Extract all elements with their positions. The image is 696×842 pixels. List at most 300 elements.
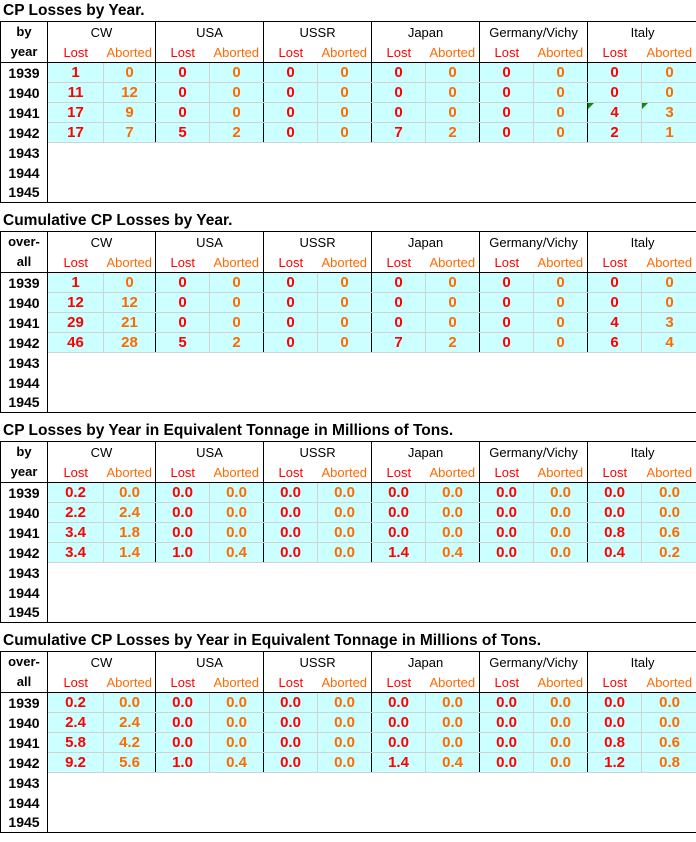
lost-value-cell[interactable]: 0 xyxy=(372,313,426,333)
aborted-value-cell[interactable]: 0 xyxy=(318,123,372,143)
lost-value-cell[interactable]: 0 xyxy=(264,103,318,123)
lost-value-cell[interactable]: 0.0 xyxy=(264,713,318,733)
year-cell[interactable]: 1939 xyxy=(1,483,48,503)
aborted-value-cell[interactable]: 0 xyxy=(318,273,372,293)
aborted-value-cell[interactable]: 0.0 xyxy=(534,523,588,543)
lost-value-cell[interactable]: 0.0 xyxy=(588,483,642,503)
country-header[interactable]: Germany/Vichy xyxy=(480,652,588,673)
aborted-column-header[interactable]: Aborted xyxy=(426,252,480,273)
lost-value-cell[interactable]: 0 xyxy=(156,63,210,83)
aborted-value-cell[interactable]: 21 xyxy=(104,313,156,333)
lost-value-cell[interactable]: 0 xyxy=(480,83,534,103)
lost-value-cell[interactable]: 0 xyxy=(372,103,426,123)
year-cell[interactable]: 1943 xyxy=(1,773,48,793)
aborted-value-cell[interactable]: 0.4 xyxy=(426,753,480,773)
year-cell[interactable]: 1945 xyxy=(1,603,48,623)
aborted-column-header[interactable]: Aborted xyxy=(104,462,156,483)
lost-column-header[interactable]: Lost xyxy=(372,462,426,483)
empty-row-cells[interactable] xyxy=(48,563,696,583)
lost-column-header[interactable]: Lost xyxy=(48,42,104,63)
aborted-value-cell[interactable]: 0 xyxy=(534,333,588,353)
aborted-value-cell[interactable]: 0 xyxy=(104,273,156,293)
aborted-value-cell[interactable]: 0.0 xyxy=(318,713,372,733)
aborted-value-cell[interactable]: 0 xyxy=(642,273,696,293)
lost-value-cell[interactable]: 0 xyxy=(372,63,426,83)
lost-value-cell[interactable]: 0 xyxy=(372,293,426,313)
aborted-value-cell[interactable]: 2 xyxy=(210,333,264,353)
aborted-value-cell[interactable]: 0 xyxy=(210,83,264,103)
year-cell[interactable]: 1945 xyxy=(1,183,48,203)
country-header[interactable]: Italy xyxy=(588,652,696,673)
year-cell[interactable]: 1941 xyxy=(1,103,48,123)
lost-value-cell[interactable]: 46 xyxy=(48,333,104,353)
aborted-column-header[interactable]: Aborted xyxy=(104,252,156,273)
aborted-column-header[interactable]: Aborted xyxy=(642,42,696,63)
aborted-value-cell[interactable]: 4 xyxy=(642,333,696,353)
country-header[interactable]: USA xyxy=(156,442,264,463)
lost-value-cell[interactable]: 3.4 xyxy=(48,523,104,543)
lost-value-cell[interactable]: 0.0 xyxy=(264,483,318,503)
aborted-value-cell[interactable]: 0 xyxy=(210,313,264,333)
aborted-value-cell[interactable]: 0 xyxy=(210,293,264,313)
lost-value-cell[interactable]: 1.2 xyxy=(588,753,642,773)
lost-column-header[interactable]: Lost xyxy=(156,672,210,693)
aborted-value-cell[interactable]: 0.0 xyxy=(318,483,372,503)
empty-row-cells[interactable] xyxy=(48,353,696,373)
year-cell[interactable]: 1939 xyxy=(1,273,48,293)
country-header[interactable]: CW xyxy=(48,232,156,253)
lost-column-header[interactable]: Lost xyxy=(588,672,642,693)
aborted-value-cell[interactable]: 0.0 xyxy=(318,753,372,773)
lost-value-cell[interactable]: 0.0 xyxy=(156,733,210,753)
lost-value-cell[interactable]: 0.0 xyxy=(480,713,534,733)
lost-value-cell[interactable]: 0.0 xyxy=(480,733,534,753)
lost-column-header[interactable]: Lost xyxy=(264,462,318,483)
empty-row-cells[interactable] xyxy=(48,603,696,623)
year-cell[interactable]: 1940 xyxy=(1,503,48,523)
country-header[interactable]: Germany/Vichy xyxy=(480,22,588,43)
aborted-value-cell[interactable]: 0 xyxy=(210,273,264,293)
lost-value-cell[interactable]: 0.8 xyxy=(588,523,642,543)
year-cell[interactable]: 1945 xyxy=(1,813,48,833)
lost-value-cell[interactable]: 0 xyxy=(588,83,642,103)
aborted-value-cell[interactable]: 0.0 xyxy=(426,693,480,713)
lost-value-cell[interactable]: 4 xyxy=(588,313,642,333)
lost-value-cell[interactable]: 17 xyxy=(48,123,104,143)
year-cell[interactable]: 1944 xyxy=(1,793,48,813)
year-cell[interactable]: 1940 xyxy=(1,293,48,313)
lost-value-cell[interactable]: 0 xyxy=(480,123,534,143)
lost-value-cell[interactable]: 1 xyxy=(48,273,104,293)
year-cell[interactable]: 1942 xyxy=(1,333,48,353)
country-header[interactable]: USSR xyxy=(264,232,372,253)
aborted-value-cell[interactable]: 28 xyxy=(104,333,156,353)
lost-value-cell[interactable]: 0 xyxy=(588,293,642,313)
aborted-value-cell[interactable]: 0 xyxy=(426,293,480,313)
aborted-value-cell[interactable]: 0.0 xyxy=(426,483,480,503)
lost-value-cell[interactable]: 0.0 xyxy=(156,503,210,523)
lost-value-cell[interactable]: 0.2 xyxy=(48,693,104,713)
lost-value-cell[interactable]: 0 xyxy=(588,63,642,83)
lost-value-cell[interactable]: 0.0 xyxy=(264,693,318,713)
aborted-column-header[interactable]: Aborted xyxy=(104,672,156,693)
lost-value-cell[interactable]: 2.4 xyxy=(48,713,104,733)
lost-value-cell[interactable]: 5.8 xyxy=(48,733,104,753)
country-header[interactable]: USSR xyxy=(264,22,372,43)
aborted-value-cell[interactable]: 0 xyxy=(426,83,480,103)
aborted-value-cell[interactable]: 0 xyxy=(318,83,372,103)
lost-value-cell[interactable]: 29 xyxy=(48,313,104,333)
lost-column-header[interactable]: Lost xyxy=(48,252,104,273)
aborted-column-header[interactable]: Aborted xyxy=(318,42,372,63)
lost-value-cell[interactable]: 0.4 xyxy=(588,543,642,563)
empty-row-cells[interactable] xyxy=(48,183,696,203)
lost-value-cell[interactable]: 0.0 xyxy=(480,483,534,503)
year-cell[interactable]: 1939 xyxy=(1,63,48,83)
aborted-column-header[interactable]: Aborted xyxy=(426,462,480,483)
lost-value-cell[interactable]: 0 xyxy=(372,273,426,293)
lost-value-cell[interactable]: 5 xyxy=(156,123,210,143)
lost-value-cell[interactable]: 7 xyxy=(372,333,426,353)
lost-value-cell[interactable]: 0.0 xyxy=(264,503,318,523)
aborted-value-cell[interactable]: 0.0 xyxy=(318,523,372,543)
empty-row-cells[interactable] xyxy=(48,163,696,183)
aborted-value-cell[interactable]: 0 xyxy=(534,123,588,143)
year-cell[interactable]: 1943 xyxy=(1,353,48,373)
section-title[interactable]: CP Losses by Year in Equivalent Tonnage in Millions of Tons. xyxy=(3,422,454,439)
country-header[interactable]: CW xyxy=(48,22,156,43)
lost-value-cell[interactable]: 2 xyxy=(588,123,642,143)
year-column-header[interactable] xyxy=(1,442,48,483)
lost-value-cell[interactable]: 0.0 xyxy=(264,543,318,563)
empty-row-cells[interactable] xyxy=(48,773,696,793)
aborted-value-cell[interactable]: 0.0 xyxy=(534,503,588,523)
country-header[interactable]: Germany/Vichy xyxy=(480,442,588,463)
lost-value-cell[interactable]: 0.0 xyxy=(480,503,534,523)
aborted-value-cell[interactable]: 0.0 xyxy=(426,713,480,733)
lost-value-cell[interactable]: 0.0 xyxy=(480,543,534,563)
empty-row-cells[interactable] xyxy=(48,143,696,163)
aborted-value-cell[interactable]: 1.4 xyxy=(104,543,156,563)
aborted-value-cell[interactable]: 2.4 xyxy=(104,713,156,733)
aborted-value-cell[interactable]: 0.0 xyxy=(534,713,588,733)
country-header[interactable]: USA xyxy=(156,232,264,253)
aborted-value-cell[interactable]: 0.0 xyxy=(210,523,264,543)
aborted-value-cell[interactable]: 0 xyxy=(534,63,588,83)
aborted-value-cell[interactable]: 0 xyxy=(426,313,480,333)
year-cell[interactable]: 1940 xyxy=(1,83,48,103)
aborted-column-header[interactable]: Aborted xyxy=(210,672,264,693)
lost-value-cell[interactable]: 0 xyxy=(264,273,318,293)
aborted-column-header[interactable]: Aborted xyxy=(210,252,264,273)
lost-value-cell[interactable]: 0 xyxy=(156,293,210,313)
aborted-value-cell[interactable]: 0 xyxy=(642,83,696,103)
aborted-value-cell[interactable]: 0.0 xyxy=(642,693,696,713)
aborted-column-header[interactable]: Aborted xyxy=(642,252,696,273)
lost-column-header[interactable]: Lost xyxy=(372,42,426,63)
aborted-value-cell[interactable]: 12 xyxy=(104,293,156,313)
country-header[interactable]: Italy xyxy=(588,442,696,463)
lost-value-cell[interactable]: 0.0 xyxy=(156,713,210,733)
country-header[interactable]: Japan xyxy=(372,232,480,253)
lost-value-cell[interactable]: 0.0 xyxy=(264,523,318,543)
lost-value-cell[interactable]: 0 xyxy=(372,83,426,103)
aborted-value-cell[interactable]: 0 xyxy=(426,273,480,293)
aborted-value-cell[interactable]: 0 xyxy=(426,63,480,83)
aborted-value-cell[interactable]: 0.0 xyxy=(318,733,372,753)
lost-value-cell[interactable]: 0.0 xyxy=(264,733,318,753)
lost-column-header[interactable]: Lost xyxy=(264,42,318,63)
lost-value-cell[interactable]: 0 xyxy=(264,293,318,313)
aborted-value-cell[interactable]: 0 xyxy=(642,293,696,313)
lost-value-cell[interactable]: 0.0 xyxy=(372,503,426,523)
aborted-value-cell[interactable]: 2.4 xyxy=(104,503,156,523)
lost-value-cell[interactable]: 17 xyxy=(48,103,104,123)
lost-value-cell[interactable]: 1.4 xyxy=(372,753,426,773)
year-cell[interactable]: 1941 xyxy=(1,523,48,543)
lost-value-cell[interactable]: 0 xyxy=(264,313,318,333)
lost-column-header[interactable]: Lost xyxy=(480,462,534,483)
lost-value-cell[interactable]: 0 xyxy=(156,313,210,333)
lost-value-cell[interactable]: 3.4 xyxy=(48,543,104,563)
year-cell[interactable]: 1944 xyxy=(1,373,48,393)
aborted-value-cell[interactable]: 0.0 xyxy=(534,543,588,563)
lost-value-cell[interactable]: 0 xyxy=(156,103,210,123)
lost-value-cell[interactable]: 0.0 xyxy=(372,713,426,733)
lost-column-header[interactable]: Lost xyxy=(156,462,210,483)
lost-column-header[interactable]: Lost xyxy=(588,252,642,273)
lost-value-cell[interactable]: 0 xyxy=(264,333,318,353)
aborted-value-cell[interactable]: 4.2 xyxy=(104,733,156,753)
country-header[interactable]: Japan xyxy=(372,22,480,43)
lost-column-header[interactable]: Lost xyxy=(480,42,534,63)
year-cell[interactable]: 1945 xyxy=(1,393,48,413)
aborted-value-cell[interactable]: 0.0 xyxy=(426,523,480,543)
aborted-column-header[interactable]: Aborted xyxy=(426,42,480,63)
aborted-column-header[interactable]: Aborted xyxy=(534,462,588,483)
lost-value-cell[interactable]: 1.0 xyxy=(156,543,210,563)
section-title[interactable]: Cumulative CP Losses by Year in Equivalent Tonnage in Millions of Tons. xyxy=(3,632,542,649)
aborted-column-header[interactable]: Aborted xyxy=(534,42,588,63)
country-header[interactable]: Japan xyxy=(372,442,480,463)
aborted-value-cell[interactable]: 0.2 xyxy=(642,543,696,563)
lost-column-header[interactable]: Lost xyxy=(48,462,104,483)
lost-value-cell[interactable]: 0.0 xyxy=(264,753,318,773)
lost-value-cell[interactable]: 0.0 xyxy=(480,753,534,773)
lost-value-cell[interactable]: 0.0 xyxy=(372,693,426,713)
aborted-value-cell[interactable]: 0.0 xyxy=(318,693,372,713)
aborted-value-cell[interactable]: 0.0 xyxy=(534,693,588,713)
aborted-value-cell[interactable]: 7 xyxy=(104,123,156,143)
lost-value-cell[interactable]: 0.0 xyxy=(156,483,210,503)
aborted-value-cell[interactable]: 1.8 xyxy=(104,523,156,543)
lost-value-cell[interactable]: 0 xyxy=(264,63,318,83)
lost-value-cell[interactable]: 0.0 xyxy=(156,523,210,543)
aborted-value-cell[interactable]: 0.0 xyxy=(534,753,588,773)
lost-column-header[interactable]: Lost xyxy=(264,672,318,693)
lost-value-cell[interactable]: 0.8 xyxy=(588,733,642,753)
empty-row-cells[interactable] xyxy=(48,393,696,413)
aborted-value-cell[interactable]: 0.8 xyxy=(642,753,696,773)
country-header[interactable]: USA xyxy=(156,652,264,673)
lost-value-cell[interactable]: 1.4 xyxy=(372,543,426,563)
lost-column-header[interactable]: Lost xyxy=(588,42,642,63)
aborted-value-cell[interactable]: 0 xyxy=(642,63,696,83)
country-header[interactable]: CW xyxy=(48,652,156,673)
section-title[interactable]: CP Losses by Year. xyxy=(3,2,145,19)
lost-value-cell[interactable]: 0.0 xyxy=(372,523,426,543)
aborted-value-cell[interactable]: 0.4 xyxy=(426,543,480,563)
lost-value-cell[interactable]: 0 xyxy=(480,313,534,333)
year-column-header[interactable] xyxy=(1,652,48,693)
aborted-value-cell[interactable]: 0 xyxy=(104,63,156,83)
lost-value-cell[interactable]: 2.2 xyxy=(48,503,104,523)
lost-value-cell[interactable]: 7 xyxy=(372,123,426,143)
aborted-value-cell[interactable]: 5.6 xyxy=(104,753,156,773)
lost-value-cell[interactable]: 0.0 xyxy=(588,713,642,733)
lost-value-cell[interactable]: 11 xyxy=(48,83,104,103)
year-cell[interactable]: 1942 xyxy=(1,753,48,773)
lost-value-cell[interactable]: 0.0 xyxy=(480,523,534,543)
lost-column-header[interactable]: Lost xyxy=(156,252,210,273)
aborted-value-cell[interactable]: 2 xyxy=(210,123,264,143)
aborted-value-cell[interactable]: 0 xyxy=(534,313,588,333)
aborted-value-cell[interactable]: 0 xyxy=(318,293,372,313)
year-cell[interactable]: 1944 xyxy=(1,163,48,183)
year-cell[interactable]: 1941 xyxy=(1,733,48,753)
aborted-value-cell[interactable]: 0.0 xyxy=(426,733,480,753)
lost-value-cell[interactable]: 0.0 xyxy=(480,693,534,713)
aborted-column-header[interactable]: Aborted xyxy=(318,252,372,273)
aborted-value-cell[interactable]: 0 xyxy=(534,83,588,103)
aborted-value-cell[interactable]: 0.4 xyxy=(210,753,264,773)
aborted-value-cell[interactable]: 0.0 xyxy=(642,503,696,523)
aborted-value-cell[interactable]: 0 xyxy=(318,333,372,353)
aborted-value-cell[interactable]: 0 xyxy=(318,103,372,123)
year-cell[interactable]: 1939 xyxy=(1,693,48,713)
aborted-value-cell[interactable]: 0 xyxy=(318,313,372,333)
aborted-value-cell[interactable]: 2 xyxy=(426,333,480,353)
year-cell[interactable]: 1943 xyxy=(1,563,48,583)
aborted-column-header[interactable]: Aborted xyxy=(534,252,588,273)
country-header[interactable]: Japan xyxy=(372,652,480,673)
year-cell[interactable]: 1940 xyxy=(1,713,48,733)
aborted-value-cell[interactable]: 0 xyxy=(534,293,588,313)
country-header[interactable]: Germany/Vichy xyxy=(480,232,588,253)
lost-value-cell[interactable]: 0 xyxy=(264,123,318,143)
aborted-column-header[interactable]: Aborted xyxy=(534,672,588,693)
aborted-value-cell[interactable]: 0.0 xyxy=(642,483,696,503)
lost-value-cell[interactable]: 5 xyxy=(156,333,210,353)
aborted-value-cell[interactable]: 3 xyxy=(642,103,696,123)
country-header[interactable]: USSR xyxy=(264,652,372,673)
section-title[interactable]: Cumulative CP Losses by Year. xyxy=(3,212,233,229)
lost-column-header[interactable]: Lost xyxy=(372,252,426,273)
aborted-column-header[interactable]: Aborted xyxy=(210,42,264,63)
country-header[interactable]: Italy xyxy=(588,22,696,43)
year-cell[interactable]: 1943 xyxy=(1,143,48,163)
aborted-column-header[interactable]: Aborted xyxy=(318,462,372,483)
lost-value-cell[interactable]: 0.0 xyxy=(588,693,642,713)
aborted-value-cell[interactable]: 1 xyxy=(642,123,696,143)
aborted-value-cell[interactable]: 0.0 xyxy=(642,713,696,733)
lost-value-cell[interactable]: 6 xyxy=(588,333,642,353)
lost-value-cell[interactable]: 0 xyxy=(480,63,534,83)
aborted-value-cell[interactable]: 0 xyxy=(318,63,372,83)
lost-value-cell[interactable]: 0.0 xyxy=(156,693,210,713)
aborted-value-cell[interactable]: 0 xyxy=(210,103,264,123)
aborted-value-cell[interactable]: 0 xyxy=(534,103,588,123)
aborted-column-header[interactable]: Aborted xyxy=(210,462,264,483)
country-header[interactable]: CW xyxy=(48,442,156,463)
aborted-value-cell[interactable]: 12 xyxy=(104,83,156,103)
lost-column-header[interactable]: Lost xyxy=(156,42,210,63)
aborted-value-cell[interactable]: 0 xyxy=(210,63,264,83)
lost-value-cell[interactable]: 1 xyxy=(48,63,104,83)
country-header[interactable]: Italy xyxy=(588,232,696,253)
lost-value-cell[interactable]: 0 xyxy=(264,83,318,103)
empty-row-cells[interactable] xyxy=(48,813,696,833)
lost-value-cell[interactable]: 0 xyxy=(588,273,642,293)
aborted-value-cell[interactable]: 0.0 xyxy=(104,693,156,713)
aborted-value-cell[interactable]: 2 xyxy=(426,123,480,143)
aborted-value-cell[interactable]: 0.6 xyxy=(642,733,696,753)
lost-column-header[interactable]: Lost xyxy=(372,672,426,693)
aborted-value-cell[interactable]: 0.0 xyxy=(210,693,264,713)
aborted-value-cell[interactable]: 9 xyxy=(104,103,156,123)
lost-value-cell[interactable]: 0 xyxy=(156,83,210,103)
lost-column-header[interactable]: Lost xyxy=(48,672,104,693)
lost-value-cell[interactable]: 0 xyxy=(156,273,210,293)
year-cell[interactable]: 1941 xyxy=(1,313,48,333)
lost-value-cell[interactable]: 0.0 xyxy=(372,483,426,503)
lost-value-cell[interactable]: 0 xyxy=(480,333,534,353)
aborted-column-header[interactable]: Aborted xyxy=(642,672,696,693)
aborted-value-cell[interactable]: 0 xyxy=(426,103,480,123)
aborted-column-header[interactable]: Aborted xyxy=(104,42,156,63)
aborted-value-cell[interactable]: 0 xyxy=(534,273,588,293)
aborted-column-header[interactable]: Aborted xyxy=(318,672,372,693)
lost-value-cell[interactable]: 1.0 xyxy=(156,753,210,773)
aborted-column-header[interactable]: Aborted xyxy=(642,462,696,483)
lost-column-header[interactable]: Lost xyxy=(480,252,534,273)
year-column-header[interactable] xyxy=(1,232,48,273)
aborted-value-cell[interactable]: 0.0 xyxy=(210,733,264,753)
lost-value-cell[interactable]: 0 xyxy=(480,273,534,293)
lost-column-header[interactable]: Lost xyxy=(480,672,534,693)
lost-value-cell[interactable]: 4 xyxy=(588,103,642,123)
aborted-value-cell[interactable]: 0.0 xyxy=(210,503,264,523)
aborted-value-cell[interactable]: 0.0 xyxy=(104,483,156,503)
aborted-value-cell[interactable]: 0.0 xyxy=(534,483,588,503)
aborted-value-cell[interactable]: 0.0 xyxy=(426,503,480,523)
empty-row-cells[interactable] xyxy=(48,583,696,603)
lost-value-cell[interactable]: 0.2 xyxy=(48,483,104,503)
country-header[interactable]: USA xyxy=(156,22,264,43)
lost-value-cell[interactable]: 0 xyxy=(480,103,534,123)
lost-value-cell[interactable]: 9.2 xyxy=(48,753,104,773)
aborted-column-header[interactable]: Aborted xyxy=(426,672,480,693)
empty-row-cells[interactable] xyxy=(48,373,696,393)
year-column-header[interactable] xyxy=(1,22,48,63)
aborted-value-cell[interactable]: 0.0 xyxy=(210,483,264,503)
aborted-value-cell[interactable]: 3 xyxy=(642,313,696,333)
aborted-value-cell[interactable]: 0.0 xyxy=(210,713,264,733)
year-cell[interactable]: 1942 xyxy=(1,123,48,143)
year-cell[interactable]: 1944 xyxy=(1,583,48,603)
aborted-value-cell[interactable]: 0.4 xyxy=(210,543,264,563)
aborted-value-cell[interactable]: 0.0 xyxy=(318,503,372,523)
